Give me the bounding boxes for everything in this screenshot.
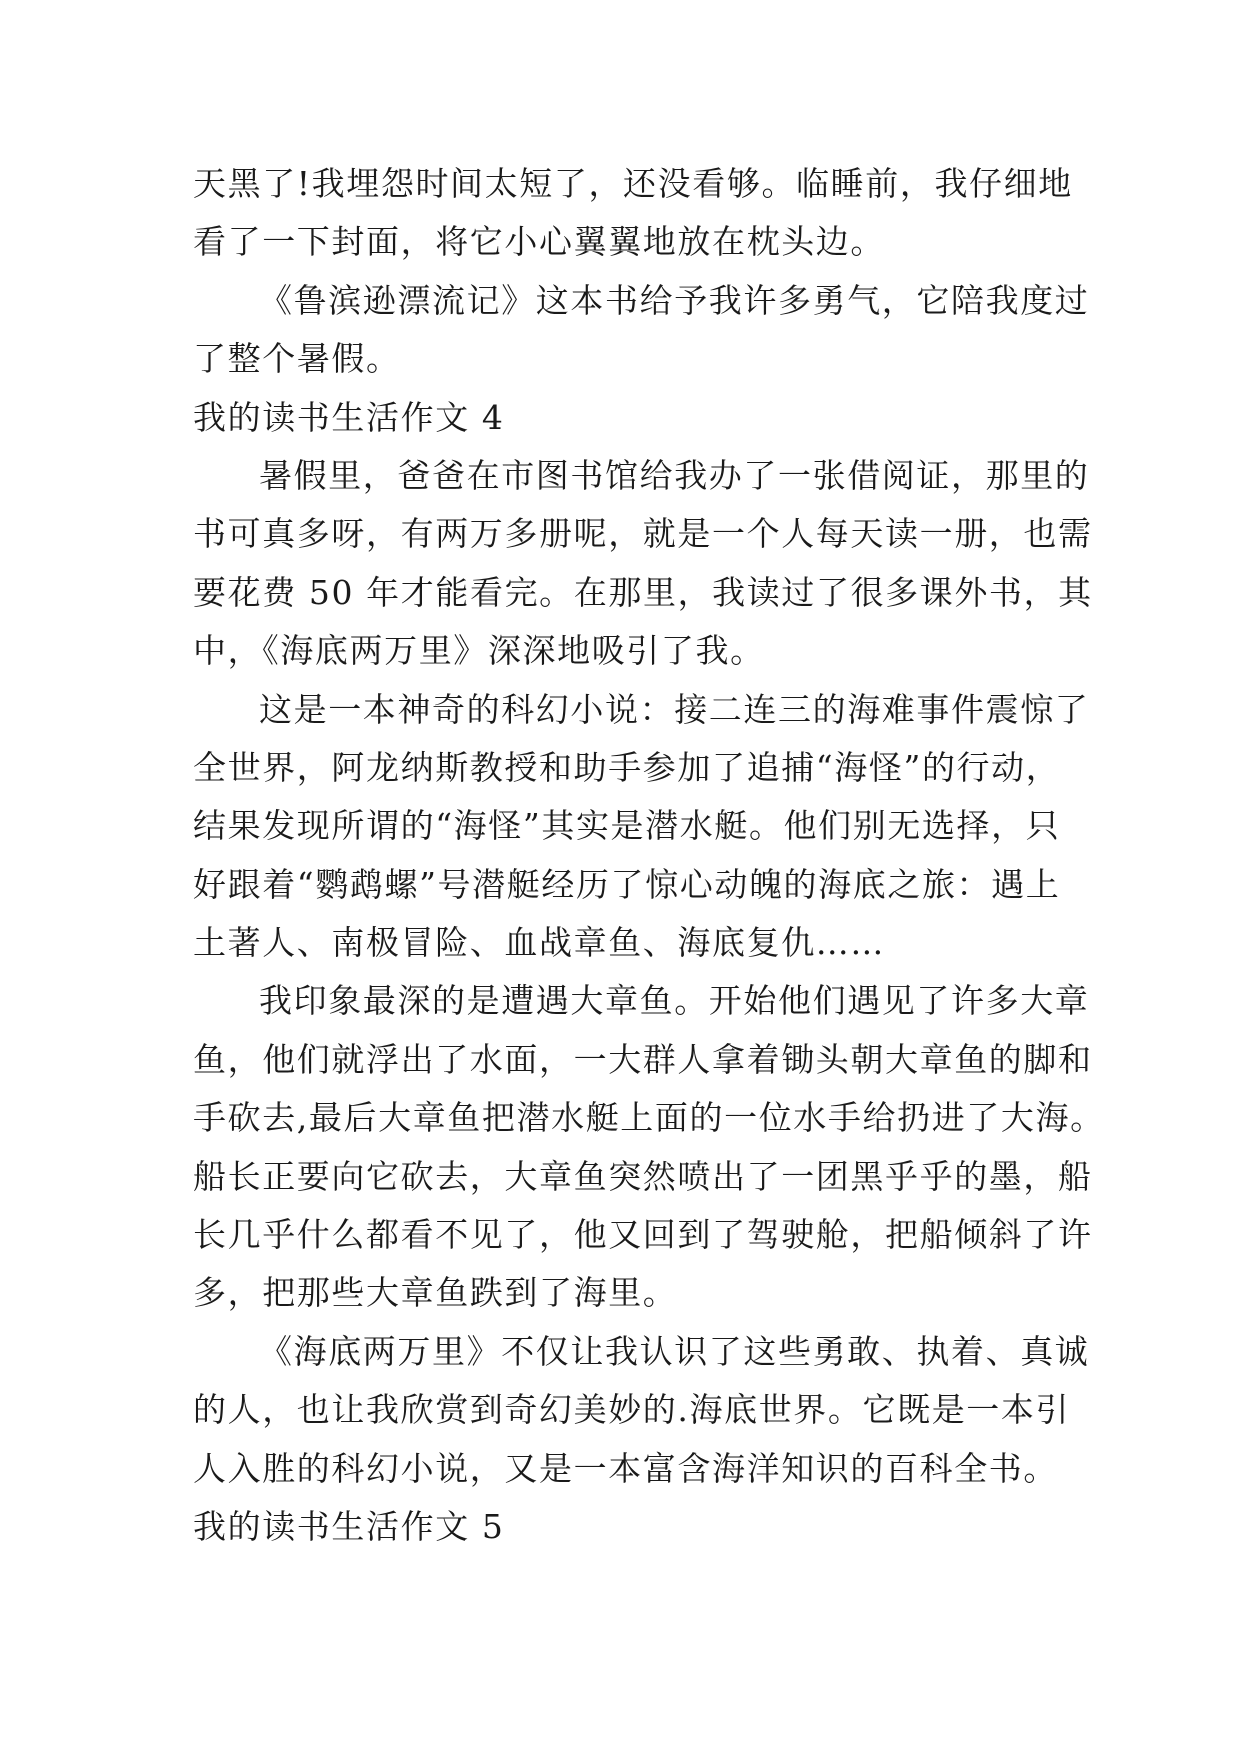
text-line: 天黑了!我埋怨时间太短了，还没看够。临睡前，我仔细地 [193,164,1073,203]
text-line: 船长正要向它砍去，大章鱼突然喷出了一团黑乎乎的墨，船 [193,1156,1093,1196]
text-line: 中，《海底两万里》深深地吸引了我。 [193,631,765,671]
paragraph-start-line: 《鲁滨逊漂流记》这本书给予我许多勇气，它陪我度过 [259,280,1090,320]
text-line: 要花费 50 年才能看完。在那里，我读过了很多课外书，其 [193,572,1093,612]
text-line: 了整个暑假。 [193,339,401,379]
text-line: 好跟着“鹦鹉螺”号潜艇经历了惊心动魄的海底之旅：遇上 [193,864,1061,904]
text-line: 多，把那些大章鱼跌到了海里。 [193,1273,678,1313]
paragraph-start-line: 《海底两万里》不仅让我认识了这些勇敢、执着、真诚 [259,1331,1090,1371]
text-line: 土著人、南极冒险、血战章鱼、海底复仇…… [193,923,885,963]
text-line: 人入胜的科幻小说，又是一本富含海洋知识的百科全书。 [193,1448,1058,1488]
paragraph-start-line: 暑假里，爸爸在市图书馆给我办了一张借阅证，那里的 [259,455,1090,495]
text-line: 全世界，阿龙纳斯教授和助手参加了追捕“海怪”的行动， [193,747,1061,787]
text-line: 看了一下封面，将它小心翼翼地放在枕头边。 [193,222,885,262]
text-line: 结果发现所谓的“海怪”其实是潜水艇。他们别无选择，只 [193,806,1061,846]
text-line: 鱼，他们就浮出了水面，一大群人拿着锄头朝大章鱼的脚和 [193,1039,1093,1079]
text-line: 手砍去,最后大章鱼把潜水艇上面的一位水手给扔进了大海。 [193,1098,1105,1138]
section-heading: 我的读书生活作文 4 [193,397,505,437]
paragraph-start-line: 这是一本神奇的科幻小说：接二连三的海难事件震惊了 [259,689,1090,729]
document-body [193,155,1105,1556]
section-heading: 我的读书生活作文 5 [193,1506,505,1546]
text-line: 的人，也让我欣赏到奇幻美妙的.海底世界。它既是一本引 [193,1390,1071,1430]
paragraph-start-line: 我印象最深的是遭遇大章鱼。开始他们遇见了许多大章 [259,981,1090,1021]
text-line: 长几乎什么都看不见了，他又回到了驾驶舱，把船倾斜了许 [193,1215,1093,1255]
text-line: 书可真多呀，有两万多册呢，就是一个人每天读一册，也需 [193,514,1093,554]
